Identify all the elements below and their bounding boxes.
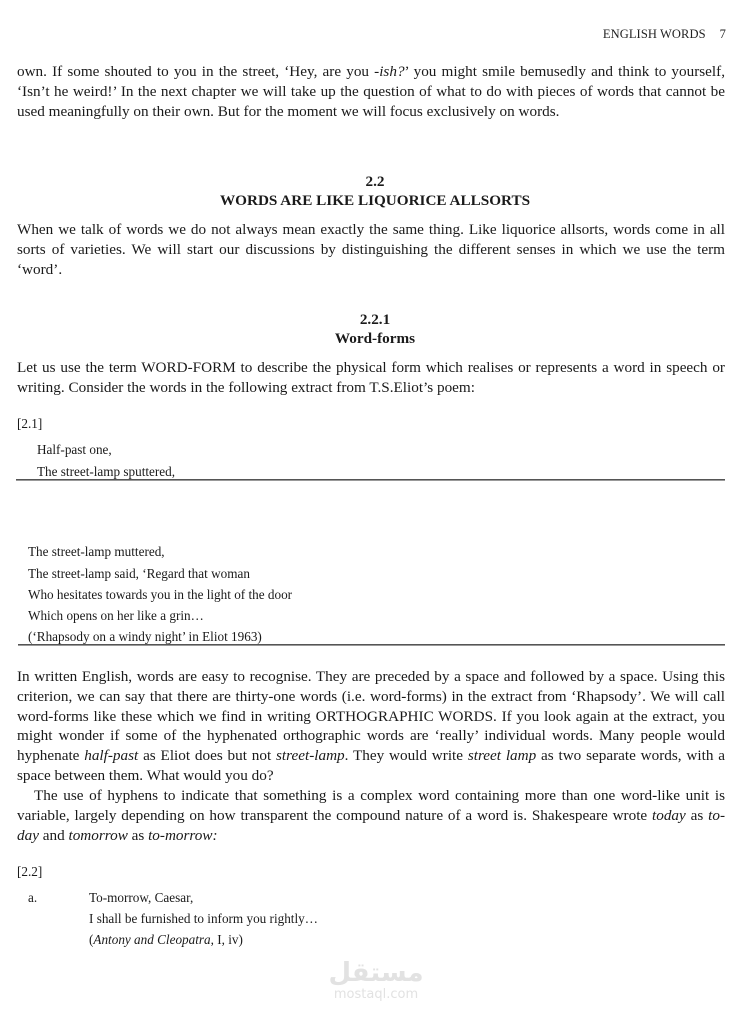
poem-line: Who hesitates towards you in the light of the door bbox=[28, 587, 293, 602]
poem-citation: (‘Rhapsody on a windy night’ in Eliot 1963) bbox=[28, 629, 262, 644]
example-label-2-2: [2.2] bbox=[17, 864, 43, 879]
quote-line: I shall be furnished to inform you rightly… bbox=[89, 911, 318, 926]
running-head-title: ENGLISH WORDS bbox=[602, 27, 706, 41]
italic-term: today bbox=[652, 806, 686, 824]
watermark-arabic-logo: مستقل bbox=[328, 958, 424, 988]
intro-text-2: ’ you might smile bemusedly and think to yourself, ‘Isn’t he weird!’ In the next chapter we will take up the question of what to do with pieces of words that cannot be used meaningfully on their own. But for the moment we will focus exclusively on words. bbox=[17, 63, 725, 120]
body-paragraph-orthographic-words bbox=[17, 667, 725, 786]
body-text: In written English, words are easy to recognise. They are preceded by a space and followed by a space. Using this criterion, we can say that there are thirty-one words (i.e. word-forms) in the extract from ‘Rhapsody’. We will call word-forms like these which we find in writing ORTHOGRAPHIC WORDS. If you look again at the extract, you might wonder if some of the hyphenated orthographic words are ‘really’ individual words. Many people would hyphenate bbox=[17, 668, 725, 765]
quote-line: To-morrow, Caesar, bbox=[89, 890, 194, 905]
poem-line: The street-lamp said, ‘Regard that woman bbox=[28, 566, 250, 581]
italic-term: to-morrow: bbox=[148, 826, 218, 844]
italic-term: to-day bbox=[17, 806, 725, 844]
watermark-domain: mostaql.com bbox=[333, 987, 419, 1002]
section-title-2-2-1: Word-forms bbox=[334, 330, 416, 347]
intro-text-1: own. If some shouted to you in the street, ‘Hey, are you bbox=[17, 63, 375, 80]
italic-term: half-past bbox=[84, 747, 139, 765]
example-label-2-1: [2.1] bbox=[17, 416, 43, 431]
section-title-2-2: WORDS ARE LIKE LIQUORICE ALLSORTS bbox=[219, 192, 531, 209]
poem-line: The street-lamp muttered, bbox=[28, 544, 165, 559]
intro-italic-ish: -ish? bbox=[374, 63, 405, 80]
section-number-2-2: 2.2 bbox=[365, 173, 385, 190]
section-number-2-2-1: 2.2.1 bbox=[359, 311, 391, 328]
citation-title: Antony and Cleopatra bbox=[93, 932, 211, 947]
running-head bbox=[603, 27, 726, 42]
section-2-2-paragraph: When we talk of words we do not always mean exactly the same thing. Like liquorice allsorts, words come in all sorts of varieties. We will start our discussions by distinguishing the different senses in which we use the term ‘word’. bbox=[17, 221, 725, 278]
poem-line: Half-past one, bbox=[37, 442, 112, 457]
italic-term: street-lamp bbox=[276, 747, 345, 765]
quote-citation bbox=[89, 932, 243, 948]
italic-term: street lamp bbox=[467, 747, 537, 765]
body-paragraph-hyphens bbox=[17, 786, 725, 845]
italic-term: tomorrow bbox=[68, 826, 128, 844]
page-number: 7 bbox=[719, 27, 726, 41]
body-text: as Eliot does but not bbox=[138, 747, 277, 765]
poem-line: Which opens on her like a grin… bbox=[28, 608, 204, 623]
citation-paren: ( bbox=[89, 932, 94, 947]
example-item-letter: a. bbox=[28, 890, 38, 905]
body-text: as two separate words, with a space between them. What would you do? bbox=[17, 747, 725, 784]
body-text: The use of hyphens to indicate that something is a complex word containing more than one word-like unit is variable, largely depending on how transparent the compound nature of a word is. Shakespeare wrote bbox=[17, 787, 725, 824]
body-text: as bbox=[685, 806, 709, 824]
horizontal-rule bbox=[16, 479, 725, 481]
watermark bbox=[328, 958, 424, 1002]
intro-paragraph bbox=[17, 62, 725, 121]
section-2-2-1-paragraph: Let us use the term WORD-FORM to describe the physical form which realises or represents a word in speech or writing. Consider the words in the following extract from T.S.Eliot’s poem: bbox=[17, 359, 725, 396]
poem-line: The street-lamp sputtered, bbox=[37, 464, 176, 479]
body-text: and bbox=[38, 826, 69, 844]
body-text: . They would write bbox=[344, 747, 468, 765]
body-text: as bbox=[127, 826, 149, 844]
horizontal-rule bbox=[18, 644, 725, 646]
citation-act-scene: , I, iv) bbox=[210, 932, 243, 947]
